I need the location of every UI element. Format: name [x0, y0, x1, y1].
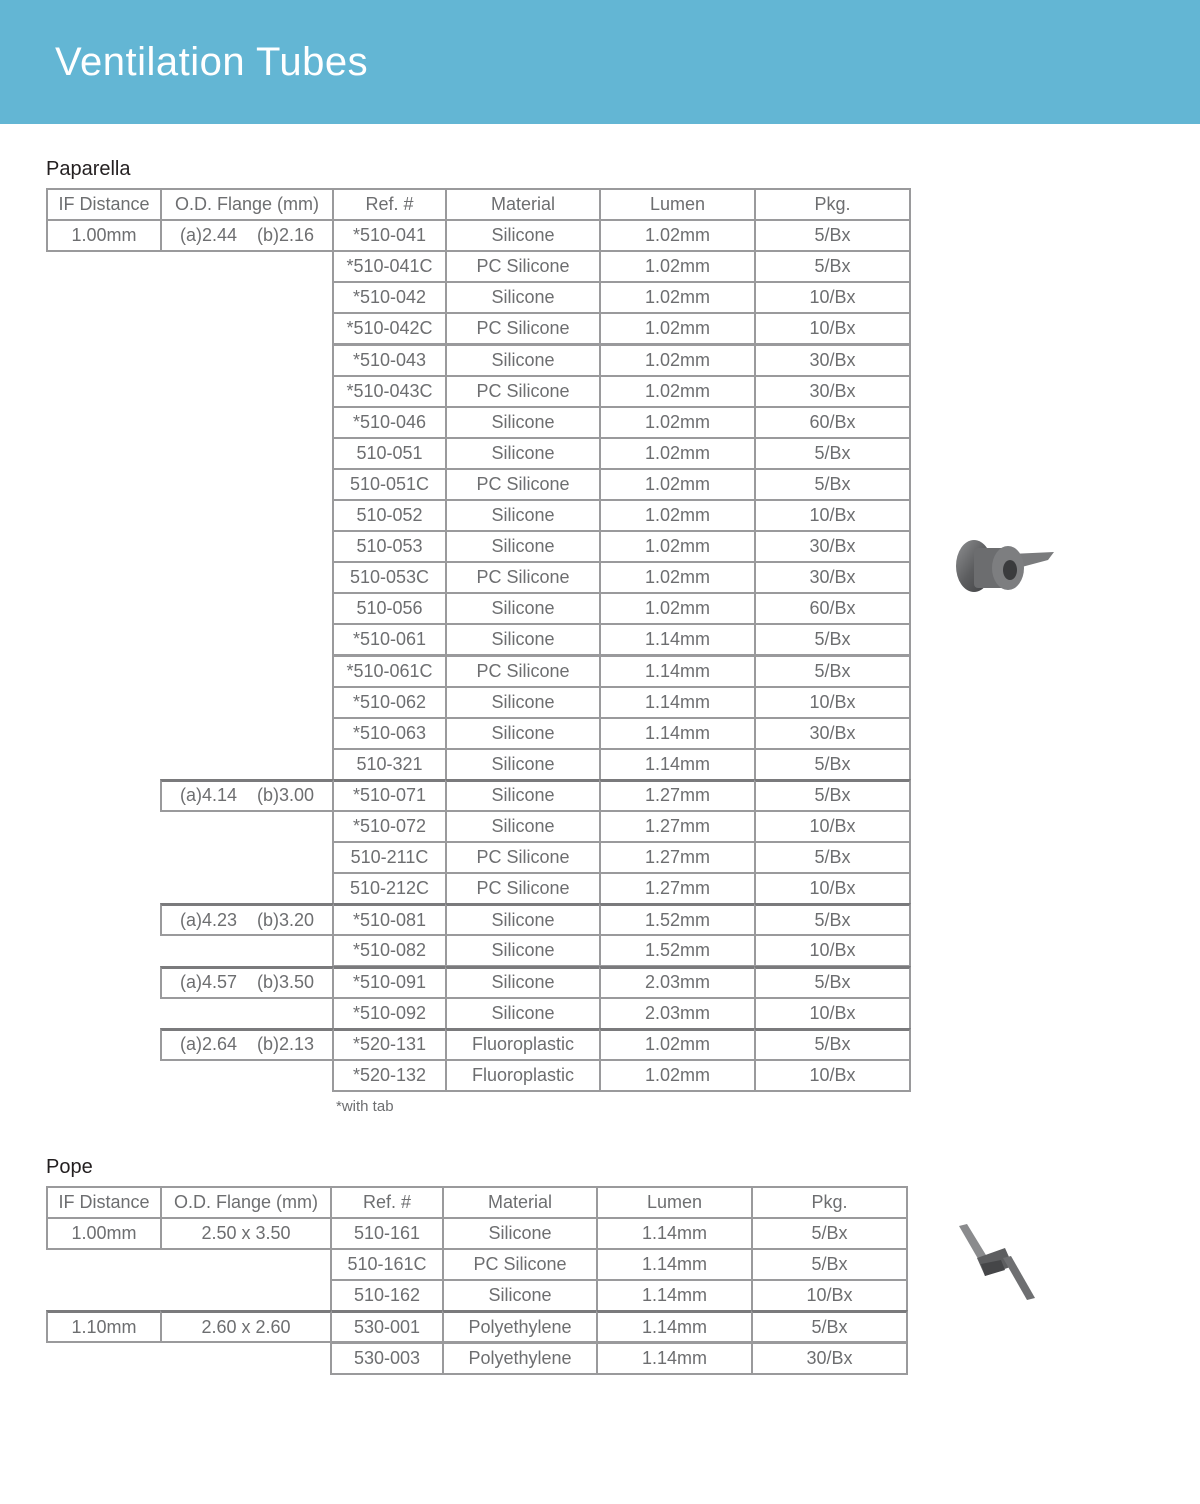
column-header-material: Material	[445, 188, 601, 221]
table-cell-flange: 2.60 x 2.60	[160, 1310, 332, 1343]
table-cell-ref: 510-161C	[330, 1248, 444, 1281]
column-header-if-distance: IF Distance	[46, 1186, 162, 1219]
table-cell-material: Fluoroplastic	[445, 1028, 601, 1061]
table-cell-lumen: 1.02mm	[599, 1059, 756, 1092]
table-cell-ref: *510-061C	[332, 655, 447, 688]
table-cell-material: Silicone	[445, 997, 601, 1030]
table-cell-ref: *510-042	[332, 281, 447, 314]
table-cell-pkg: 10/Bx	[751, 1279, 908, 1312]
table-cell-ref: 510-212C	[332, 872, 447, 905]
table-cell-pkg: 5/Bx	[754, 437, 911, 470]
table-cell-lumen: 1.02mm	[599, 437, 756, 470]
table-cell-lumen: 1.14mm	[596, 1279, 753, 1312]
column-header-ref: Ref. #	[330, 1186, 444, 1219]
table-cell-lumen: 1.52mm	[599, 934, 756, 967]
table-cell-material: Silicone	[445, 934, 601, 967]
table-cell-material: Silicone	[442, 1279, 598, 1312]
table-cell-material: Silicone	[445, 219, 601, 252]
table-cell-material: Silicone	[445, 344, 601, 377]
table-cell-lumen: 1.14mm	[599, 623, 756, 656]
flange-a-value: (a)4.14	[180, 785, 238, 806]
table-cell-ref: *510-046	[332, 406, 447, 439]
table-cell-ref: 510-321	[332, 748, 447, 781]
column-header-pkg: Pkg.	[754, 188, 911, 221]
table-cell-lumen: 1.14mm	[599, 748, 756, 781]
table-cell-ref: *510-062	[332, 686, 447, 719]
table-cell-material: PC Silicone	[442, 1248, 598, 1281]
table-cell-material: Silicone	[442, 1217, 598, 1250]
table-cell-material: PC Silicone	[445, 872, 601, 905]
table-cell-lumen: 1.02mm	[599, 530, 756, 563]
table-cell-ref: *520-132	[332, 1059, 447, 1092]
table-cell-ref: *510-061	[332, 623, 447, 656]
table-cell-material: PC Silicone	[445, 312, 601, 345]
column-header-if-distance: IF Distance	[46, 188, 162, 221]
table-cell-pkg: 10/Bx	[754, 1059, 911, 1092]
table-cell-pkg: 5/Bx	[754, 250, 911, 283]
table-cell-lumen: 1.02mm	[599, 375, 756, 408]
table-cell-material: Silicone	[445, 748, 601, 781]
table-cell-ref: *510-082	[332, 934, 447, 967]
table-cell-material: Silicone	[445, 810, 601, 843]
table-cell-lumen: 1.27mm	[599, 841, 756, 874]
column-header-pkg: Pkg.	[751, 1186, 908, 1219]
table-cell-ref: 510-211C	[332, 841, 447, 874]
table-cell-pkg: 5/Bx	[751, 1217, 908, 1250]
table-cell-ref: *510-092	[332, 997, 447, 1030]
table-cell-pkg: 5/Bx	[751, 1248, 908, 1281]
table-cell-pkg: 30/Bx	[754, 530, 911, 563]
table-cell-pkg: 5/Bx	[754, 1028, 911, 1061]
table-cell-material: PC Silicone	[445, 841, 601, 874]
table-cell-lumen: 1.14mm	[599, 655, 756, 688]
table-cell-ref: *510-063	[332, 717, 447, 750]
table-cell-lumen: 1.02mm	[599, 406, 756, 439]
flange-a-value: (a)4.23	[180, 909, 238, 930]
column-header-lumen: Lumen	[596, 1186, 753, 1219]
table-cell-ref: *510-072	[332, 810, 447, 843]
table-cell-pkg: 60/Bx	[754, 592, 911, 625]
table-cell-material: Silicone	[445, 592, 601, 625]
table-cell-pkg: 5/Bx	[754, 966, 911, 999]
table-cell-material: Silicone	[445, 530, 601, 563]
table-cell-lumen: 1.14mm	[596, 1248, 753, 1281]
table-cell-material: Polyethylene	[442, 1310, 598, 1343]
table-cell-pkg: 5/Bx	[754, 748, 911, 781]
table-cell-ref: 510-052	[332, 499, 447, 532]
table-cell-material: PC Silicone	[445, 561, 601, 594]
table-cell-pkg: 5/Bx	[754, 219, 911, 252]
table-cell-ref: *510-091	[332, 966, 447, 999]
table-cell-pkg: 30/Bx	[754, 375, 911, 408]
column-header-flange: O.D. Flange (mm)	[160, 1186, 332, 1219]
flange-b-value: (b)3.00	[256, 785, 314, 806]
pope-tube-icon	[955, 1222, 1039, 1302]
table-cell-pkg: 5/Bx	[751, 1310, 908, 1343]
table-cell-material: Silicone	[445, 966, 601, 999]
table-cell-pkg: 10/Bx	[754, 997, 911, 1030]
table-cell-material: Fluoroplastic	[445, 1059, 601, 1092]
table-cell-lumen: 2.03mm	[599, 997, 756, 1030]
table-cell-pkg: 10/Bx	[754, 810, 911, 843]
table-cell-pkg: 30/Bx	[754, 344, 911, 377]
table-cell-material: Silicone	[445, 686, 601, 719]
table-cell-lumen: 1.02mm	[599, 281, 756, 314]
table-cell-ref: 510-051C	[332, 468, 447, 501]
table-cell-material: Silicone	[445, 623, 601, 656]
table-cell-ref: *510-042C	[332, 312, 447, 345]
page-title: Ventilation Tubes	[55, 40, 369, 84]
table-cell-lumen: 1.02mm	[599, 499, 756, 532]
table-cell-lumen: 1.14mm	[596, 1217, 753, 1250]
flange-a-value: (a)4.57	[180, 972, 238, 993]
table-cell-flange: 2.50 x 3.50	[160, 1217, 332, 1250]
table-cell-pkg: 5/Bx	[754, 655, 911, 688]
paparella-tube-icon	[952, 532, 1060, 604]
table-cell-material: Silicone	[445, 406, 601, 439]
table-cell-pkg: 10/Bx	[754, 312, 911, 345]
paparella-section-title: Paparella	[46, 158, 131, 180]
table-cell-pkg: 10/Bx	[754, 872, 911, 905]
table-cell-lumen: 1.14mm	[596, 1342, 753, 1375]
table-cell-ref: *510-081	[332, 903, 447, 936]
table-cell-material: PC Silicone	[445, 468, 601, 501]
table-cell-lumen: 1.27mm	[599, 810, 756, 843]
table-cell-material: Silicone	[445, 499, 601, 532]
table-cell-pkg: 60/Bx	[754, 406, 911, 439]
table-cell-material: PC Silicone	[445, 250, 601, 283]
table-cell-ref: 510-161	[330, 1217, 444, 1250]
table-cell-pkg: 10/Bx	[754, 934, 911, 967]
table-cell-pkg: 30/Bx	[754, 561, 911, 594]
table-cell-lumen: 1.14mm	[599, 686, 756, 719]
table-cell-pkg: 10/Bx	[754, 281, 911, 314]
table-cell-material: Silicone	[445, 437, 601, 470]
flange-b-value: (b)3.20	[256, 909, 314, 930]
table-cell-lumen: 2.03mm	[599, 966, 756, 999]
table-cell-pkg: 5/Bx	[754, 779, 911, 812]
table-cell-ref: 510-056	[332, 592, 447, 625]
column-header-material: Material	[442, 1186, 598, 1219]
table-cell-pkg: 5/Bx	[754, 468, 911, 501]
table-cell-lumen: 1.02mm	[599, 344, 756, 377]
table-cell-lumen: 1.14mm	[599, 717, 756, 750]
table-cell-ref: *510-041	[332, 219, 447, 252]
table-cell-if-distance: 1.00mm	[46, 219, 162, 252]
flange-b-value: (b)2.13	[256, 1034, 314, 1055]
table-cell-lumen: 1.02mm	[599, 250, 756, 283]
table-cell-pkg: 5/Bx	[754, 841, 911, 874]
footnote: *with tab	[336, 1098, 394, 1115]
table-cell-ref: *510-043C	[332, 375, 447, 408]
table-cell-ref: 510-053C	[332, 561, 447, 594]
table-cell-material: Silicone	[445, 717, 601, 750]
table-cell-lumen: 1.02mm	[599, 468, 756, 501]
table-cell-lumen: 1.02mm	[599, 1028, 756, 1061]
table-cell-lumen: 1.52mm	[599, 903, 756, 936]
table-cell-pkg: 5/Bx	[754, 903, 911, 936]
flange-b-value: (b)3.50	[256, 972, 314, 993]
column-header-ref: Ref. #	[332, 188, 447, 221]
table-cell-material: PC Silicone	[445, 655, 601, 688]
table-cell-material: PC Silicone	[445, 375, 601, 408]
table-cell-ref: *510-043	[332, 344, 447, 377]
table-cell-lumen: 1.02mm	[599, 592, 756, 625]
flange-a-value: (a)2.44	[180, 225, 238, 246]
table-cell-pkg: 10/Bx	[754, 686, 911, 719]
table-cell-ref: 530-001	[330, 1310, 444, 1343]
table-cell-ref: 510-162	[330, 1279, 444, 1312]
table-cell-lumen: 1.14mm	[596, 1310, 753, 1343]
table-cell-lumen: 1.02mm	[599, 312, 756, 345]
table-cell-material: Polyethylene	[442, 1342, 598, 1375]
table-cell-ref: 510-053	[332, 530, 447, 563]
table-cell-ref: *510-071	[332, 779, 447, 812]
table-cell-ref: *510-041C	[332, 250, 447, 283]
table-cell-if-distance: 1.00mm	[46, 1217, 162, 1250]
column-header-flange: O.D. Flange (mm)	[160, 188, 334, 221]
table-cell-if-distance: 1.10mm	[46, 1310, 162, 1343]
table-cell-material: Silicone	[445, 281, 601, 314]
table-cell-ref: *520-131	[332, 1028, 447, 1061]
table-cell-pkg: 30/Bx	[754, 717, 911, 750]
flange-a-value: (a)2.64	[180, 1034, 238, 1055]
table-cell-material: Silicone	[445, 779, 601, 812]
table-cell-lumen: 1.02mm	[599, 561, 756, 594]
table-cell-ref: 530-003	[330, 1342, 444, 1375]
table-cell-ref: 510-051	[332, 437, 447, 470]
table-cell-lumen: 1.02mm	[599, 219, 756, 252]
table-cell-pkg: 30/Bx	[751, 1342, 908, 1375]
table-cell-lumen: 1.27mm	[599, 779, 756, 812]
pope-section-title: Pope	[46, 1156, 93, 1178]
table-cell-pkg: 10/Bx	[754, 499, 911, 532]
table-cell-pkg: 5/Bx	[754, 623, 911, 656]
table-cell-lumen: 1.27mm	[599, 872, 756, 905]
column-header-lumen: Lumen	[599, 188, 756, 221]
flange-b-value: (b)2.16	[256, 225, 314, 246]
table-cell-material: Silicone	[445, 903, 601, 936]
